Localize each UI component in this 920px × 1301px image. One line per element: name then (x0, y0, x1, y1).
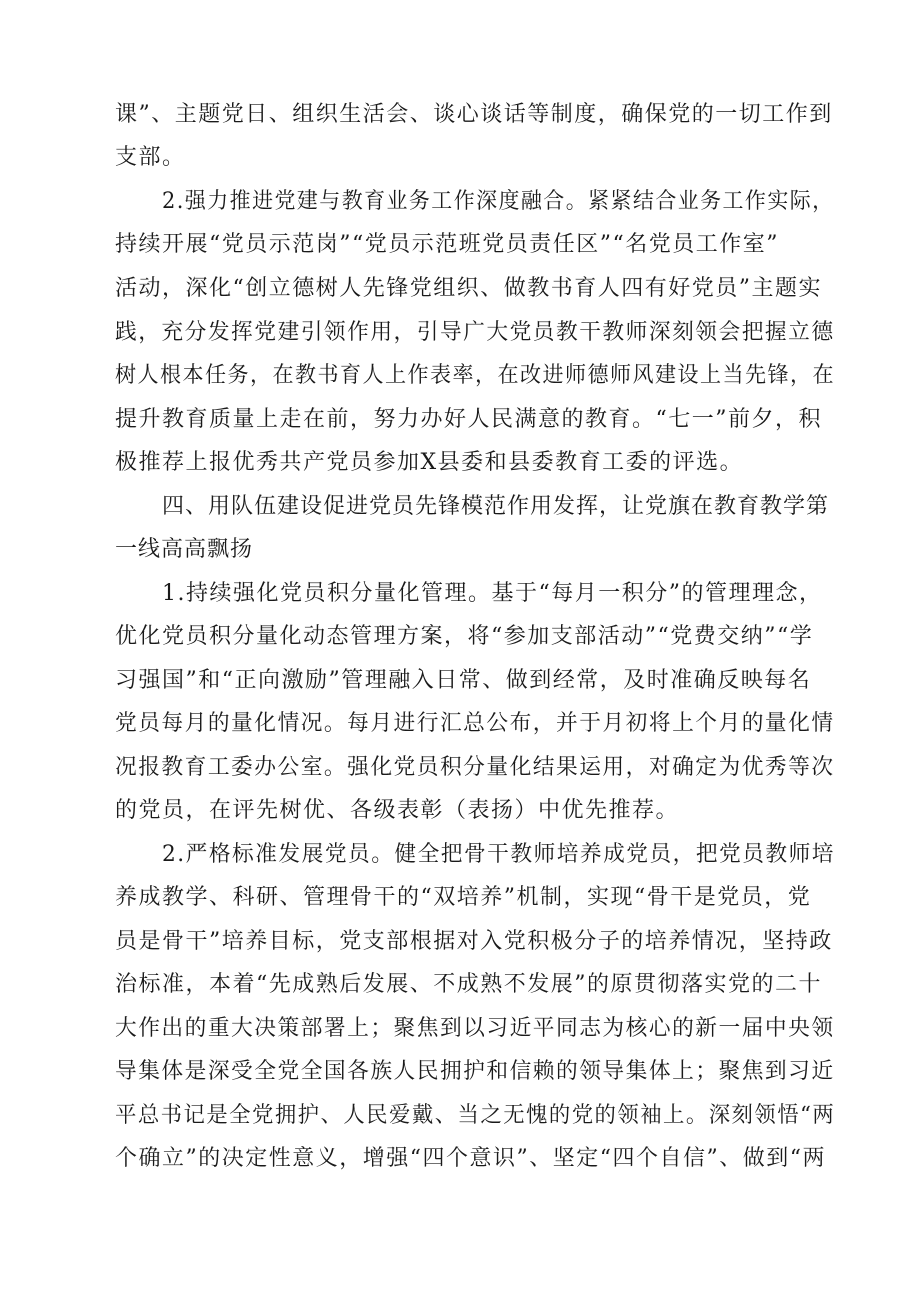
text-line: 2.强力推进党建与教育业务工作深度融合。紧紧结合业务工作实际， (162, 189, 835, 214)
text-line: 治标准，本着“先成熟后发展、不成熟不发展”的原贯彻落实党的二十 (115, 972, 822, 997)
text-line: 提升教育质量上走在前，努力办好人民满意的教育。“七一”前夕，积 (115, 407, 822, 432)
text-line: 支部。 (115, 145, 186, 170)
text-line: 个确立”的决定性意义，增强“四个意识”、坚定“四个自信”、做到“两 (115, 1146, 826, 1171)
text-line: 养成教学、科研、管理骨干的“双培养”机制，实现“骨干是党员，党 (115, 885, 812, 910)
text-line: 课”、主题党日、组织生活会、谈心谈话等制度，确保党的一切工作到 (115, 102, 833, 127)
text-line: 员是骨干”培养目标，党支部根据对入党积极分子的培养情况，坚持政 (115, 929, 833, 954)
section-heading: 一线高高飘扬 (115, 537, 254, 562)
text-line: 1.持续强化党员积分量化管理。基于“每月一积分”的管理理念， (162, 581, 823, 606)
text-line: 平总书记是全党拥护、人民爱戴、当之无愧的党的领袖上。深刻领悟“两 (115, 1103, 836, 1128)
text-line: 树人根本任务，在教书育人上作表率，在改进师德师风建设上当先锋，在 (115, 363, 835, 388)
text-line: 习强国”和“正向激励”管理融入日常、做到经常，及时准确反映每名 (115, 668, 812, 693)
text-line: 党员每月的量化情况。每月进行汇总公布，并于月初将上个月的量化情 (115, 711, 835, 736)
text-line: 况报教育工委办公室。强化党员积分量化结果运用，对确定为优秀等次 (115, 755, 835, 780)
text-line: 持续开展“党员示范岗”“党员示范班党员责任区”“名党员工作室” (115, 232, 779, 257)
text-line: 2.严格标准发展党员。健全把骨干教师培养成党员，把党员教师培 (162, 842, 835, 867)
text-line: 践，充分发挥党建引领作用，引导广大党员教干教师深刻领会把握立德 (115, 320, 835, 345)
section-heading: 四、用队伍建设促进党员先锋模范作用发挥，让党旗在教育教学第 (162, 494, 830, 519)
text-line: 导集体是深受全党全国各族人民拥护和信赖的领导集体上；聚焦到习近 (115, 1059, 835, 1084)
text-line: 极推荐上报优秀共产党员参加X县委和县委教育工委的评选。 (115, 450, 744, 475)
text-line: 活动，深化“创立德树人先锋党组织、做教书育人四有好党员”主题实 (115, 276, 822, 301)
text-line: 大作出的重大决策部署上；聚焦到以习近平同志为核心的新一届中央领 (115, 1016, 835, 1041)
text-line: 的党员，在评先树优、各级表彰（表扬）中优先推荐。 (115, 798, 680, 823)
text-line: 优化党员积分量化动态管理方案，将“参加支部活动”“党费交纳”“学 (115, 624, 814, 649)
